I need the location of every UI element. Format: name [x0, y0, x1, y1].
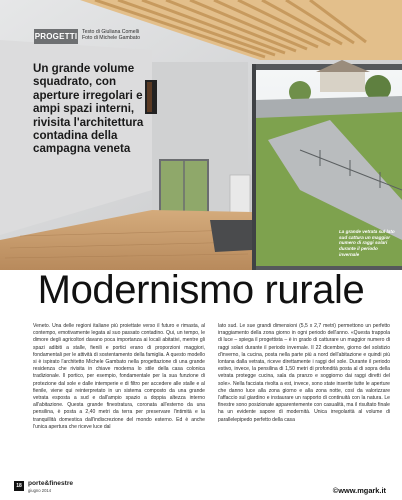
section-tag: PROGETTI [34, 29, 78, 44]
article-headline: Modernismo rurale [37, 268, 365, 312]
website-credit: ©www.mgark.it [332, 486, 386, 495]
body-column-2: lato sud. Le sue grandi dimensioni (5,5 x 2,7 metri) permettono un perfetto irraggiamento della zona giorno in ogni periodo dell'anno. «Questa trappola di luce – spiega il progettista – è in grado di catturare un maggior numero di raggi solari durante il periodo invernale. Il 22 dicembre, giorno del solstizio d'inverno, la cucina, posta nella parte più a nord dell'abitazione e quindi più lontana dalla vetrata, riceve direttamente i raggi del sole. Durante il periodo estivo, invece, la pensilina di 1,50 metri di profondità posta al di sopra della vetrata protegge cucina, sala da pranzo e soggiorno dai raggi diretti del sole». Nella facciata rivolta a est, invece, sono state inserite tutte le aperture che danno luce alla zona giorno e alla zona notte, così da valorizzare l'affaccio sul giardino e instaurare un rapporto di continuità con la natura. Le finestre sono posizionate apparentemente con casualità, ma il risultato finale ha un evidente sapore di modernità. Unica irregolarità al volume di parallelepipedo perfetto della casa [218, 323, 390, 423]
credits [82, 29, 140, 42]
magazine-name: porte&finestre [28, 480, 74, 487]
page-number: 18 [14, 481, 24, 491]
text-credit: Testo di Giuliana Comelli [82, 29, 140, 35]
photo-credit: Foto di Michele Gambato [82, 35, 140, 42]
body-column-1: Veneto. Una delle regioni italiane più proiettate verso il futuro e rimasta, al contempo, emotivamente legata al suo passato contadino. Qui, un tempo, le dimore degli agricoltori davano poca importanza ai locali abitativi, mentre gli spazi adibiti a stalle, fienili e portici erano di proporzioni maggiori, fondamentali per le attività di sostentamento della famiglia. A questo modello si è ispirato l'architetto Michele Gambato nella progettazione di una grande residenza che rivisita in chiave moderna lo stile della casa colonica tradizionale. Il portico, per esempio, fondamentale per la sua funzione di protezione dal sole e dalle intemperie e di filtro per accedere alle stalle e al fienile, viene qui reinterpretato in un sistema composto da una grande vetrata esposta a sud e dall'ampio spazio a doppia altezza interno all'abitazione. Questa grande finestratura, coronata all'esterno da una pensilina, è posta a 2,40 metri da terra per preservare l'intimità e la tranquillità domestica dall'indiscrezione del mondo esterno. Ed è anche l'unica apertura che riceve luce dal [33, 323, 205, 430]
photo-caption: La grande vetrata sul lato sud cattura un maggior numero di raggi solari durante il periodo invernale [339, 229, 395, 257]
lead-paragraph: Un grande volume squadrato, con aperture irregolari e ampi spazi interni, rivisita l'architettura contadina della campagna veneta [33, 62, 144, 156]
issue-date: giugno 2014 [28, 488, 52, 493]
